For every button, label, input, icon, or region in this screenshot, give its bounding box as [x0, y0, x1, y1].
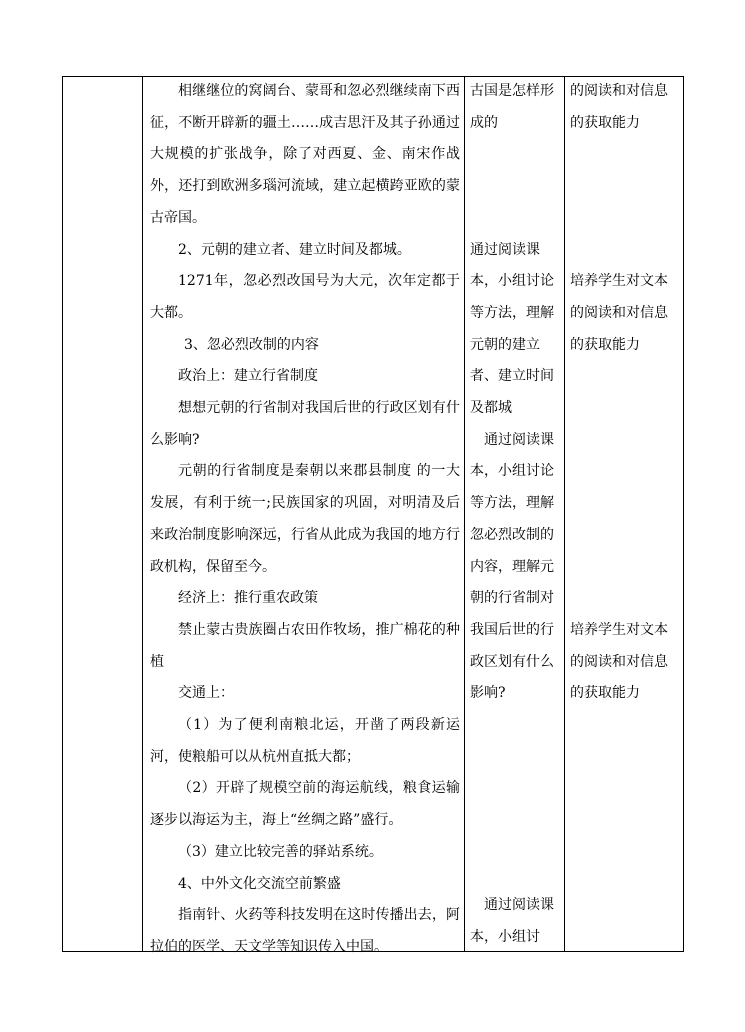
content-paragraph: 元朝的行省制度是秦朝以来郡县制度 的一大发展，有利于统一;民族国家的巩固，对明清及后来政治制度影响深远，行省从此成为我国的地方行政机构，保留至今。 — [150, 463, 460, 575]
column-divider-2 — [464, 76, 465, 952]
intention-cell: 培养学生对文本的阅读和对信息的获取能力 — [570, 273, 668, 353]
content-paragraph: 交通上： — [178, 685, 234, 702]
content-paragraph: （3）建立比较完善的驿站系统。 — [178, 843, 383, 860]
content-paragraph: 指南针、火药等科技发明在这时传播出去，阿拉伯的医学、天文学等知识传入中国。 — [150, 907, 460, 955]
content-heading: 3、忽必烈改制的内容 — [184, 336, 319, 353]
activity-cell: 通过阅读课本，小组讨论等方法，理解忽必烈改制的内容，理解元朝的行省制对我国后世的行政区划有什么影响? — [470, 431, 554, 702]
column-divider-1 — [142, 76, 143, 952]
column-divider-3 — [564, 76, 565, 952]
student-activity-column — [470, 76, 562, 952]
content-heading: 4、中外文化交流空前繁盛 — [178, 875, 341, 892]
content-heading: 2、元朝的建立者、建立时间及都城。 — [178, 241, 411, 258]
design-intention-column — [570, 76, 680, 952]
content-paragraph: 相继继位的窝阔台、蒙哥和忽必烈继续南下西征，不断开辟新的疆土……成吉思汗及其子孙通过大规模的扩张战争，除了对西夏、金、南宋作战外，还打到欧洲多瑙河流域，建立起横跨亚欧的蒙古帝国。 — [150, 83, 460, 226]
table-left-border — [62, 76, 63, 952]
content-paragraph: （1）为了便利南粮北运，开凿了两段新运河，使粮船可以从杭州直抵大都； — [150, 717, 460, 765]
content-paragraph: 禁止蒙古贵族圈占农田作牧场，推广棉花的种植 — [150, 621, 460, 670]
intention-cell: 的阅读和对信息的获取能力 — [570, 83, 668, 131]
content-paragraph: 1271年，忽必烈改国号为大元，次年定都于大都。 — [150, 273, 460, 321]
content-paragraph: 政治上：建立行省制度 — [178, 368, 318, 385]
content-paragraph: （2）开辟了规模空前的海运航线，粮食运输逐步以海运为主，海上“丝绸之路”盛行。 — [150, 780, 460, 829]
activity-cell: 通过阅读课本，小组讨 — [470, 897, 554, 945]
teaching-content-column — [150, 76, 460, 964]
table-right-border — [683, 76, 684, 952]
activity-cell: 通过阅读课本，小组讨论等方法，理解元朝的建立者、建立时间及都城 — [470, 241, 554, 417]
activity-cell: 古国是怎样形成的 — [470, 83, 554, 131]
content-question: 想想元朝的行省制对我国后世的行政区划有什么影响? — [150, 400, 460, 448]
intention-cell: 培养学生对文本的阅读和对信息的获取能力 — [570, 621, 668, 702]
content-paragraph: 经济上：推行重农政策 — [178, 590, 318, 607]
